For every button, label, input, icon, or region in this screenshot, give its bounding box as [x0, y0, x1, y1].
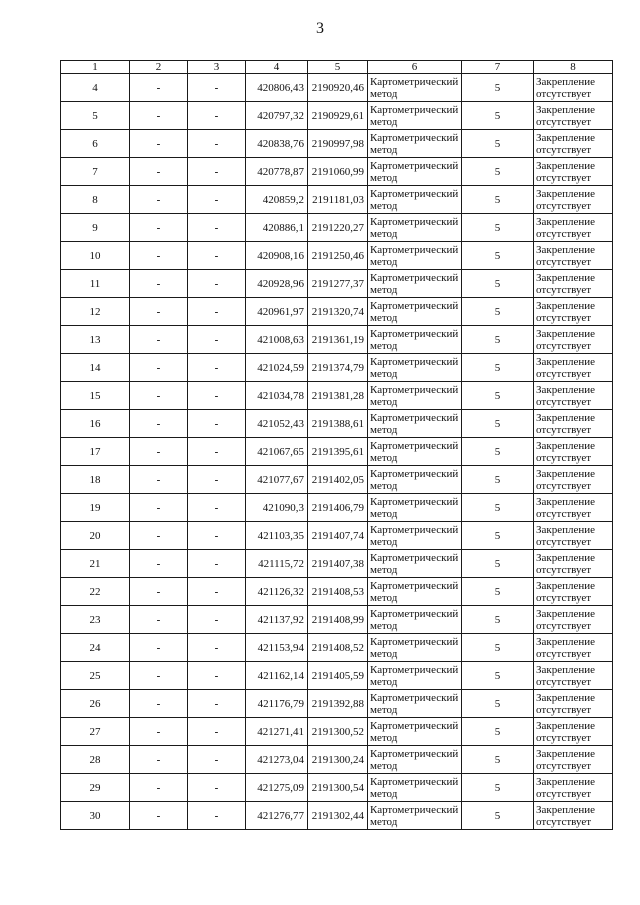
table-row [61, 326, 613, 354]
table-row [61, 102, 613, 130]
column-header: 5 [308, 61, 368, 74]
coord-y-cell: 2191408,53 [308, 578, 368, 606]
fixing-cell: Закрепление отсутствует [534, 578, 613, 606]
coord-x-cell: 421103,35 [246, 522, 308, 550]
coord-y-cell: 2191181,03 [308, 186, 368, 214]
coord-y-cell: 2191388,61 [308, 410, 368, 438]
coord-x-cell: 421275,09 [246, 774, 308, 802]
coord-y-cell: 2191381,28 [308, 382, 368, 410]
point-number-cell: 29 [61, 774, 130, 802]
accuracy-cell: 5 [462, 354, 534, 382]
col2-cell: - [130, 522, 188, 550]
table-row [61, 242, 613, 270]
column-header: 3 [188, 61, 246, 74]
table-row [61, 298, 613, 326]
column-header: 7 [462, 61, 534, 74]
point-number-cell: 16 [61, 410, 130, 438]
coord-x-cell: 421077,67 [246, 466, 308, 494]
coord-x-cell: 420859,2 [246, 186, 308, 214]
col2-cell: - [130, 74, 188, 102]
coord-y-cell: 2190920,46 [308, 74, 368, 102]
coord-x-cell: 421162,14 [246, 662, 308, 690]
point-number-cell: 12 [61, 298, 130, 326]
method-cell: Картометрический метод [368, 130, 462, 158]
accuracy-cell: 5 [462, 214, 534, 242]
column-header: 6 [368, 61, 462, 74]
table-row [61, 662, 613, 690]
coord-y-cell: 2191320,74 [308, 298, 368, 326]
accuracy-cell: 5 [462, 522, 534, 550]
fixing-cell: Закрепление отсутствует [534, 802, 613, 830]
coord-x-cell: 420806,43 [246, 74, 308, 102]
coord-y-cell: 2191302,44 [308, 802, 368, 830]
method-cell: Картометрический метод [368, 186, 462, 214]
coord-x-cell: 421276,77 [246, 802, 308, 830]
point-number-cell: 30 [61, 802, 130, 830]
coord-x-cell: 421034,78 [246, 382, 308, 410]
method-cell: Картометрический метод [368, 242, 462, 270]
accuracy-cell: 5 [462, 578, 534, 606]
fixing-cell: Закрепление отсутствует [534, 242, 613, 270]
col2-cell: - [130, 242, 188, 270]
page-number: 3 [316, 20, 324, 37]
col3-cell: - [188, 130, 246, 158]
col3-cell: - [188, 606, 246, 634]
table-row [61, 466, 613, 494]
col2-cell: - [130, 774, 188, 802]
point-number-cell: 26 [61, 690, 130, 718]
point-number-cell: 6 [61, 130, 130, 158]
coord-x-cell: 420961,97 [246, 298, 308, 326]
table-row [61, 718, 613, 746]
coord-x-cell: 420797,32 [246, 102, 308, 130]
col2-cell: - [130, 214, 188, 242]
col2-cell: - [130, 606, 188, 634]
table-row [61, 690, 613, 718]
accuracy-cell: 5 [462, 634, 534, 662]
fixing-cell: Закрепление отсутствует [534, 746, 613, 774]
table-row [61, 578, 613, 606]
table-row [61, 214, 613, 242]
method-cell: Картометрический метод [368, 746, 462, 774]
method-cell: Картометрический метод [368, 634, 462, 662]
fixing-cell: Закрепление отсутствует [534, 718, 613, 746]
coord-x-cell: 421271,41 [246, 718, 308, 746]
coord-y-cell: 2191407,74 [308, 522, 368, 550]
coord-x-cell: 421153,94 [246, 634, 308, 662]
col2-cell: - [130, 410, 188, 438]
col2-cell: - [130, 494, 188, 522]
column-header: 1 [61, 61, 130, 74]
table-row [61, 522, 613, 550]
fixing-cell: Закрепление отсутствует [534, 494, 613, 522]
point-number-cell: 9 [61, 214, 130, 242]
table-header-row [61, 61, 613, 74]
accuracy-cell: 5 [462, 242, 534, 270]
col3-cell: - [188, 410, 246, 438]
coord-y-cell: 2191361,19 [308, 326, 368, 354]
col3-cell: - [188, 494, 246, 522]
col3-cell: - [188, 74, 246, 102]
table-body [61, 61, 613, 830]
point-number-cell: 14 [61, 354, 130, 382]
table-row [61, 410, 613, 438]
fixing-cell: Закрепление отсутствует [534, 410, 613, 438]
col3-cell: - [188, 270, 246, 298]
col3-cell: - [188, 634, 246, 662]
method-cell: Картометрический метод [368, 774, 462, 802]
fixing-cell: Закрепление отсутствует [534, 438, 613, 466]
accuracy-cell: 5 [462, 130, 534, 158]
coord-y-cell: 2191300,52 [308, 718, 368, 746]
point-number-cell: 25 [61, 662, 130, 690]
coord-y-cell: 2191060,99 [308, 158, 368, 186]
col2-cell: - [130, 158, 188, 186]
col2-cell: - [130, 186, 188, 214]
col3-cell: - [188, 718, 246, 746]
coord-y-cell: 2190929,61 [308, 102, 368, 130]
coord-y-cell: 2191408,52 [308, 634, 368, 662]
col3-cell: - [188, 746, 246, 774]
fixing-cell: Закрепление отсутствует [534, 354, 613, 382]
table-row [61, 550, 613, 578]
coord-x-cell: 421052,43 [246, 410, 308, 438]
coord-y-cell: 2191250,46 [308, 242, 368, 270]
method-cell: Картометрический метод [368, 326, 462, 354]
method-cell: Картометрический метод [368, 270, 462, 298]
accuracy-cell: 5 [462, 270, 534, 298]
point-number-cell: 18 [61, 466, 130, 494]
accuracy-cell: 5 [462, 74, 534, 102]
accuracy-cell: 5 [462, 466, 534, 494]
table-row [61, 438, 613, 466]
table-row [61, 158, 613, 186]
coord-x-cell: 420908,16 [246, 242, 308, 270]
method-cell: Картометрический метод [368, 438, 462, 466]
col2-cell: - [130, 718, 188, 746]
col2-cell: - [130, 662, 188, 690]
fixing-cell: Закрепление отсутствует [534, 270, 613, 298]
accuracy-cell: 5 [462, 718, 534, 746]
coord-y-cell: 2191374,79 [308, 354, 368, 382]
point-number-cell: 19 [61, 494, 130, 522]
fixing-cell: Закрепление отсутствует [534, 550, 613, 578]
fixing-cell: Закрепление отсутствует [534, 690, 613, 718]
method-cell: Картометрический метод [368, 74, 462, 102]
fixing-cell: Закрепление отсутствует [534, 382, 613, 410]
table-row [61, 382, 613, 410]
col2-cell: - [130, 102, 188, 130]
point-number-cell: 13 [61, 326, 130, 354]
table-row [61, 802, 613, 830]
table-row [61, 74, 613, 102]
point-number-cell: 4 [61, 74, 130, 102]
table-row [61, 130, 613, 158]
col3-cell: - [188, 774, 246, 802]
accuracy-cell: 5 [462, 690, 534, 718]
col3-cell: - [188, 102, 246, 130]
method-cell: Картометрический метод [368, 606, 462, 634]
col3-cell: - [188, 662, 246, 690]
fixing-cell: Закрепление отсутствует [534, 522, 613, 550]
method-cell: Картометрический метод [368, 578, 462, 606]
point-number-cell: 27 [61, 718, 130, 746]
col3-cell: - [188, 438, 246, 466]
coord-x-cell: 421126,32 [246, 578, 308, 606]
col3-cell: - [188, 802, 246, 830]
coord-x-cell: 421137,92 [246, 606, 308, 634]
method-cell: Картометрический метод [368, 802, 462, 830]
accuracy-cell: 5 [462, 158, 534, 186]
table-row [61, 746, 613, 774]
coord-x-cell: 421024,59 [246, 354, 308, 382]
coord-y-cell: 2191220,27 [308, 214, 368, 242]
point-number-cell: 8 [61, 186, 130, 214]
point-number-cell: 17 [61, 438, 130, 466]
coord-x-cell: 420838,76 [246, 130, 308, 158]
method-cell: Картометрический метод [368, 662, 462, 690]
table-row [61, 354, 613, 382]
col2-cell: - [130, 690, 188, 718]
col3-cell: - [188, 326, 246, 354]
col3-cell: - [188, 242, 246, 270]
col2-cell: - [130, 298, 188, 326]
col3-cell: - [188, 550, 246, 578]
col3-cell: - [188, 466, 246, 494]
point-number-cell: 21 [61, 550, 130, 578]
col2-cell: - [130, 634, 188, 662]
table-row [61, 186, 613, 214]
coord-y-cell: 2191392,88 [308, 690, 368, 718]
col2-cell: - [130, 802, 188, 830]
fixing-cell: Закрепление отсутствует [534, 74, 613, 102]
col2-cell: - [130, 270, 188, 298]
coord-x-cell: 421067,65 [246, 438, 308, 466]
col3-cell: - [188, 298, 246, 326]
table-row [61, 270, 613, 298]
coordinates-table [60, 60, 613, 830]
col2-cell: - [130, 438, 188, 466]
coord-y-cell: 2191405,59 [308, 662, 368, 690]
coord-y-cell: 2191300,24 [308, 746, 368, 774]
col2-cell: - [130, 550, 188, 578]
fixing-cell: Закрепление отсутствует [534, 158, 613, 186]
coord-x-cell: 421176,79 [246, 690, 308, 718]
accuracy-cell: 5 [462, 438, 534, 466]
column-header: 4 [246, 61, 308, 74]
method-cell: Картометрический метод [368, 298, 462, 326]
coord-x-cell: 421008,63 [246, 326, 308, 354]
method-cell: Картометрический метод [368, 550, 462, 578]
point-number-cell: 20 [61, 522, 130, 550]
method-cell: Картометрический метод [368, 718, 462, 746]
point-number-cell: 7 [61, 158, 130, 186]
fixing-cell: Закрепление отсутствует [534, 466, 613, 494]
coord-y-cell: 2191408,99 [308, 606, 368, 634]
coord-y-cell: 2191395,61 [308, 438, 368, 466]
col3-cell: - [188, 522, 246, 550]
method-cell: Картометрический метод [368, 410, 462, 438]
accuracy-cell: 5 [462, 802, 534, 830]
accuracy-cell: 5 [462, 662, 534, 690]
point-number-cell: 24 [61, 634, 130, 662]
col2-cell: - [130, 354, 188, 382]
coord-x-cell: 420778,87 [246, 158, 308, 186]
coord-x-cell: 420928,96 [246, 270, 308, 298]
accuracy-cell: 5 [462, 410, 534, 438]
accuracy-cell: 5 [462, 746, 534, 774]
accuracy-cell: 5 [462, 382, 534, 410]
coord-x-cell: 421090,3 [246, 494, 308, 522]
col3-cell: - [188, 158, 246, 186]
method-cell: Картометрический метод [368, 690, 462, 718]
accuracy-cell: 5 [462, 298, 534, 326]
method-cell: Картометрический метод [368, 466, 462, 494]
fixing-cell: Закрепление отсутствует [534, 298, 613, 326]
point-number-cell: 15 [61, 382, 130, 410]
fixing-cell: Закрепление отсутствует [534, 214, 613, 242]
coord-x-cell: 421115,72 [246, 550, 308, 578]
accuracy-cell: 5 [462, 774, 534, 802]
fixing-cell: Закрепление отсутствует [534, 186, 613, 214]
method-cell: Картометрический метод [368, 382, 462, 410]
col2-cell: - [130, 466, 188, 494]
fixing-cell: Закрепление отсутствует [534, 774, 613, 802]
method-cell: Картометрический метод [368, 158, 462, 186]
column-header: 8 [534, 61, 613, 74]
col3-cell: - [188, 382, 246, 410]
col3-cell: - [188, 578, 246, 606]
fixing-cell: Закрепление отсутствует [534, 634, 613, 662]
accuracy-cell: 5 [462, 494, 534, 522]
col3-cell: - [188, 690, 246, 718]
accuracy-cell: 5 [462, 606, 534, 634]
method-cell: Картометрический метод [368, 214, 462, 242]
accuracy-cell: 5 [462, 326, 534, 354]
point-number-cell: 10 [61, 242, 130, 270]
accuracy-cell: 5 [462, 550, 534, 578]
method-cell: Картометрический метод [368, 102, 462, 130]
coord-y-cell: 2191406,79 [308, 494, 368, 522]
coord-y-cell: 2191277,37 [308, 270, 368, 298]
col2-cell: - [130, 578, 188, 606]
col2-cell: - [130, 746, 188, 774]
table-row [61, 774, 613, 802]
accuracy-cell: 5 [462, 102, 534, 130]
point-number-cell: 23 [61, 606, 130, 634]
coord-y-cell: 2190997,98 [308, 130, 368, 158]
coord-y-cell: 2191402,05 [308, 466, 368, 494]
col2-cell: - [130, 382, 188, 410]
point-number-cell: 28 [61, 746, 130, 774]
method-cell: Картометрический метод [368, 494, 462, 522]
fixing-cell: Закрепление отсутствует [534, 662, 613, 690]
col3-cell: - [188, 214, 246, 242]
col2-cell: - [130, 326, 188, 354]
coord-y-cell: 2191407,38 [308, 550, 368, 578]
col3-cell: - [188, 354, 246, 382]
col2-cell: - [130, 130, 188, 158]
method-cell: Картометрический метод [368, 354, 462, 382]
coord-x-cell: 421273,04 [246, 746, 308, 774]
accuracy-cell: 5 [462, 186, 534, 214]
fixing-cell: Закрепление отсутствует [534, 326, 613, 354]
table-row [61, 634, 613, 662]
point-number-cell: 11 [61, 270, 130, 298]
col3-cell: - [188, 186, 246, 214]
coord-y-cell: 2191300,54 [308, 774, 368, 802]
column-header: 2 [130, 61, 188, 74]
point-number-cell: 22 [61, 578, 130, 606]
coord-x-cell: 420886,1 [246, 214, 308, 242]
fixing-cell: Закрепление отсутствует [534, 102, 613, 130]
table-row [61, 606, 613, 634]
point-number-cell: 5 [61, 102, 130, 130]
fixing-cell: Закрепление отсутствует [534, 130, 613, 158]
fixing-cell: Закрепление отсутствует [534, 606, 613, 634]
table-row [61, 494, 613, 522]
method-cell: Картометрический метод [368, 522, 462, 550]
